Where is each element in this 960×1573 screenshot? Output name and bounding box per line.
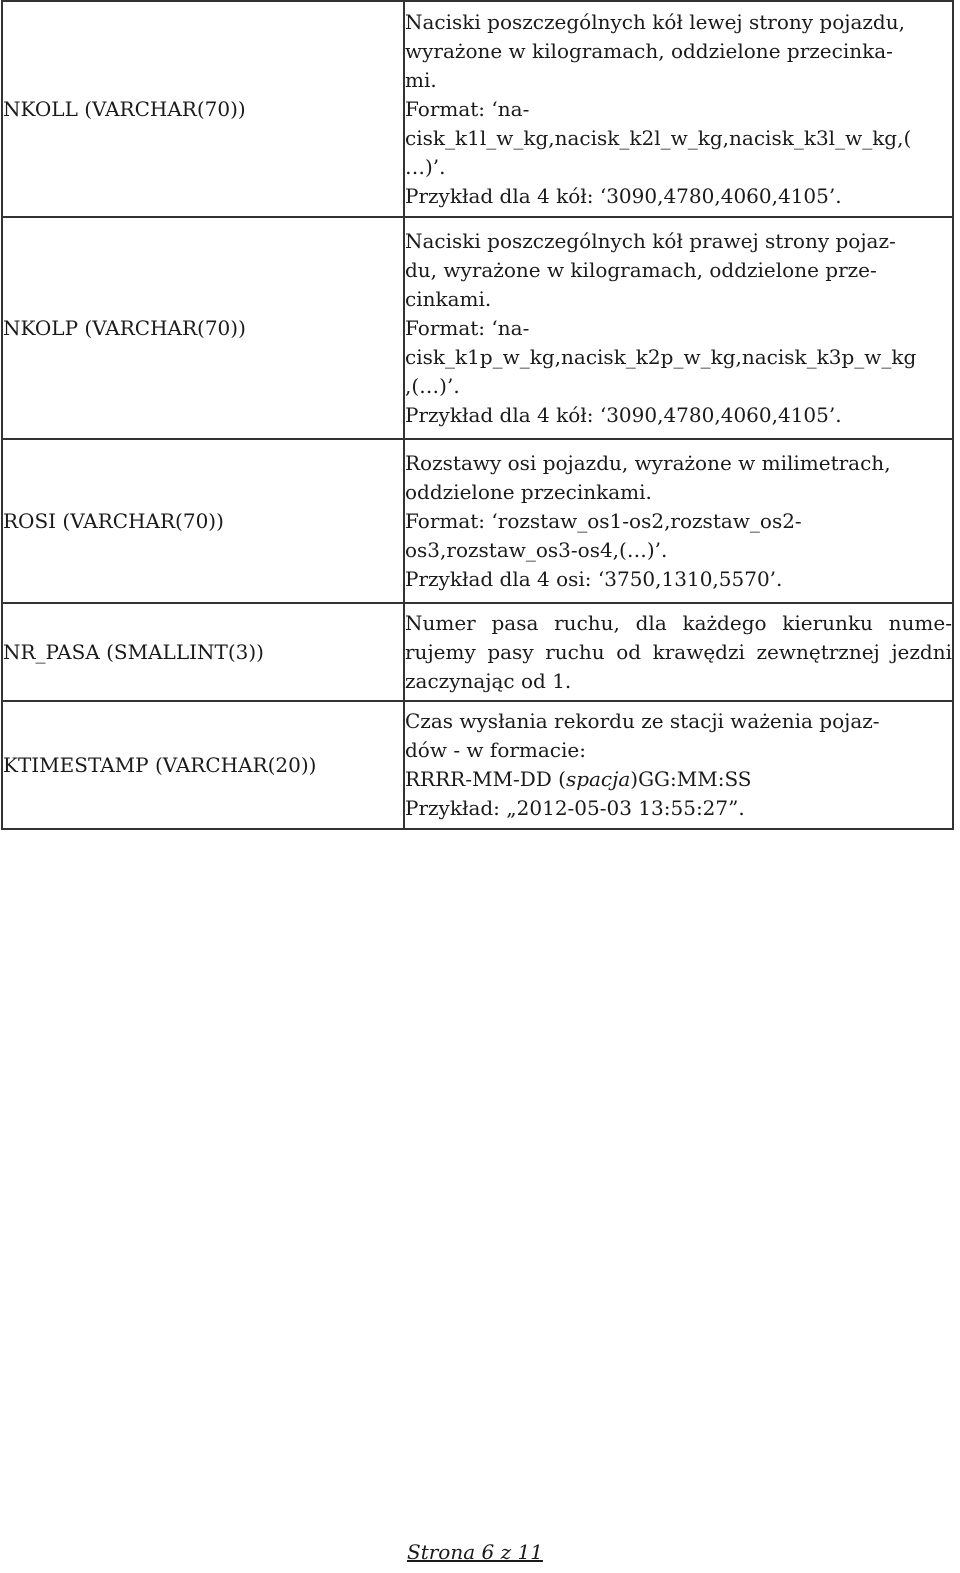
example-line: Przykład: „2012-05-03 13:55:27”. <box>405 796 745 820</box>
description-line: wyrażone w kilogramach, oddzielone przecinka- <box>405 38 893 63</box>
table-row <box>2 701 953 829</box>
format-text: RRRR-MM-DD ( <box>405 767 566 791</box>
description-line: Format: ‘rozstaw_os1-os2,rozstaw_os2- <box>405 508 802 533</box>
field-description-rosi <box>404 439 953 603</box>
field-name-nkoll: NKOLL (VARCHAR(70)) <box>2 1 404 217</box>
description-line: mi. <box>405 67 437 92</box>
description-line: os3,rozstaw_os3-os4,(…)’. <box>405 537 668 562</box>
field-description-nkoll <box>404 1 953 217</box>
description-line: Format: ‘na- <box>405 96 530 121</box>
table-row <box>2 439 953 603</box>
field-description-nkolp <box>404 217 953 439</box>
timestamp-format-line <box>405 765 952 794</box>
description-line: oddzielone przecinkami. <box>405 479 652 504</box>
field-name-rosi: ROSI (VARCHAR(70)) <box>2 439 404 603</box>
description-line: dów - w formacie: <box>405 738 586 762</box>
field-name-nr-pasa: NR_PASA (SMALLINT(3)) <box>2 603 404 701</box>
description-line: Przykład dla 4 osi: ‘3750,1310,5570’. <box>405 566 783 591</box>
field-description-ktimestamp <box>404 701 953 829</box>
format-text-italic: spacja <box>565 767 631 791</box>
description-line: cisk_k1p_w_kg,nacisk_k2p_w_kg,nacisk_k3p_w_kg <box>405 344 917 369</box>
description-line: …)’. <box>405 154 446 179</box>
description-line: du, wyrażone w kilogramach, oddzielone prze- <box>405 257 877 282</box>
description-line: Przykład dla 4 kół: ‘3090,4780,4060,4105’. <box>405 402 842 427</box>
description-line: Naciski poszczególnych kół lewej strony pojazdu, <box>405 9 905 34</box>
description-line: cinkami. <box>405 286 492 311</box>
description-line: Rozstawy osi pojazdu, wyrażone w milimetrach, <box>405 450 891 475</box>
table-row <box>2 1 953 217</box>
description-line: Czas wysłania rekordu ze stacji ważenia pojaz- <box>405 709 880 733</box>
page-number-footer: Strona 6 z 11 <box>407 1540 543 1564</box>
field-name-nkolp: NKOLP (VARCHAR(70)) <box>2 217 404 439</box>
description-line: cisk_k1l_w_kg,nacisk_k2l_w_kg,nacisk_k3l_w_kg,( <box>405 125 912 150</box>
table-row <box>2 217 953 439</box>
description-line: Przykład dla 4 kół: ‘3090,4780,4060,4105’. <box>405 183 842 208</box>
description-line: ,(…)’. <box>405 373 460 398</box>
description-line: Format: ‘na- <box>405 315 530 340</box>
field-name-ktimestamp: KTIMESTAMP (VARCHAR(20)) <box>2 701 404 829</box>
field-spec-table <box>1 0 954 830</box>
description-line: Naciski poszczególnych kół prawej strony pojaz- <box>405 228 896 253</box>
table-row <box>2 603 953 701</box>
field-description-nr-pasa: Numer pasa ruchu, dla każdego kierunku nume-rujemy pasy ruchu od krawędzi zewnętrznej jezdni zaczynając od 1. <box>404 603 953 701</box>
format-text: )GG:MM:SS <box>630 767 752 791</box>
